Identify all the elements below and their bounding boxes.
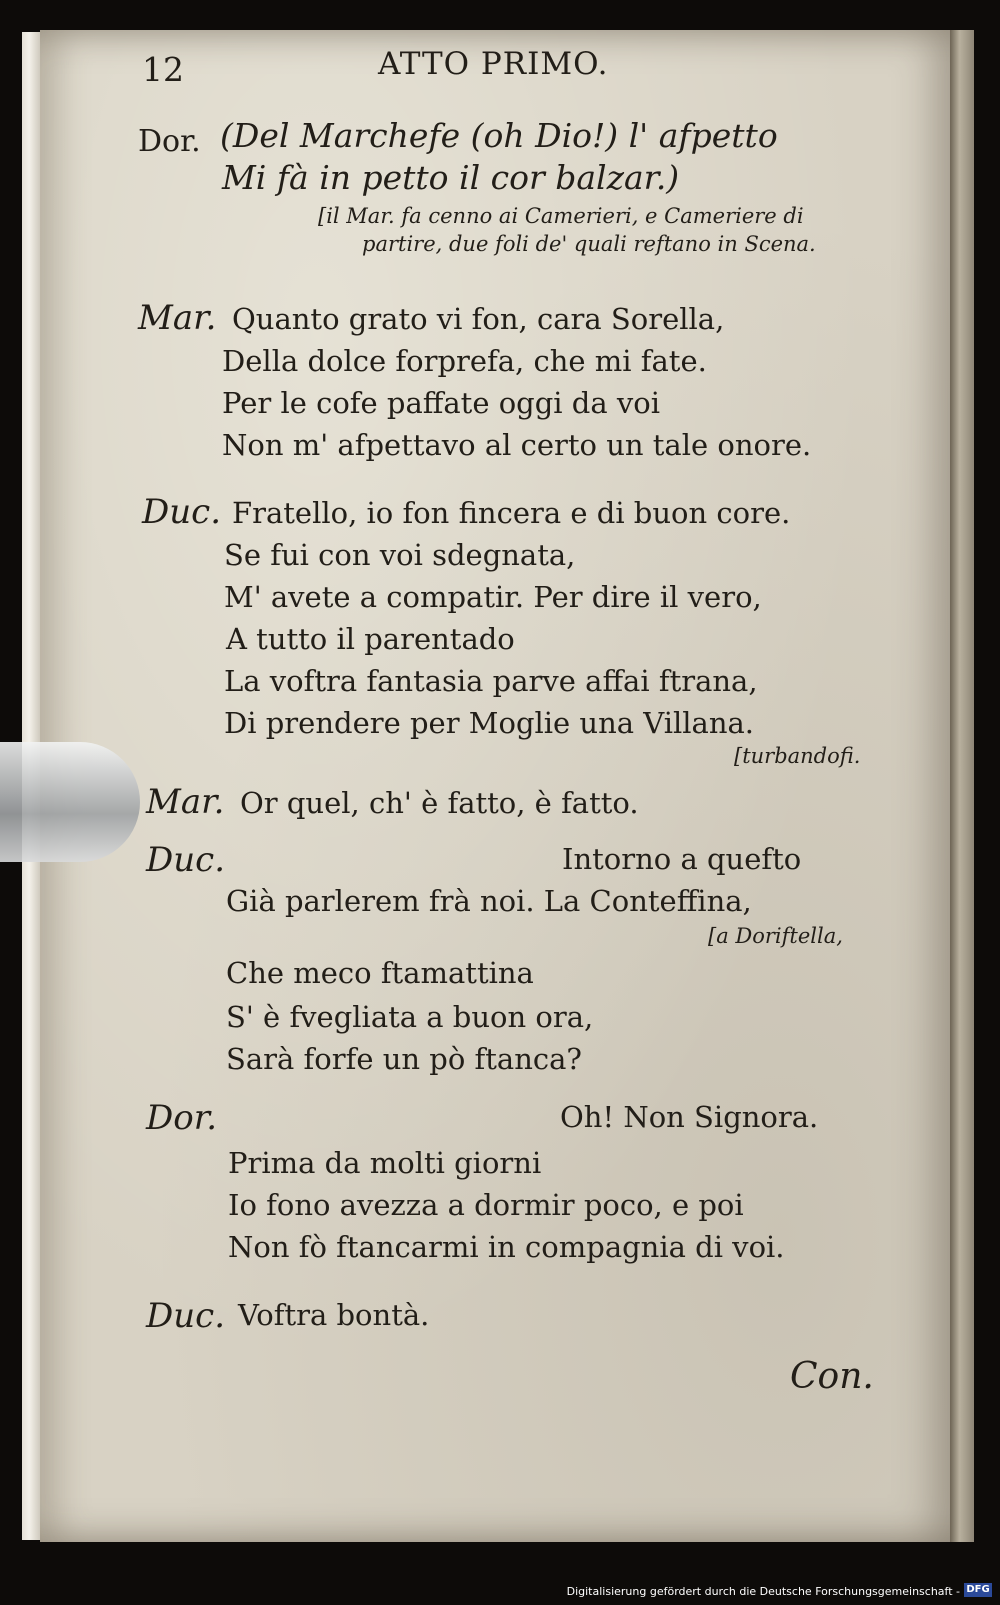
speaker-label: Duc. [142, 492, 222, 532]
running-head: ATTO PRIMO. [378, 46, 609, 82]
verse-line: Che meco ftamattina [226, 956, 534, 990]
catchword: Con. [790, 1356, 874, 1397]
verse-line: Fratello, io fon fincera e di buon core. [232, 496, 791, 530]
fore-edge [950, 30, 974, 1542]
verse-line: Sarà forfe un pò ftanca? [226, 1042, 582, 1076]
speaker-label: Dor. [138, 124, 201, 159]
verse-line: Se fui con voi sdegnata, [224, 538, 576, 572]
page-clip [0, 742, 140, 862]
stage-direction: partire, due foli de' quali reftano in Scena. [362, 232, 816, 256]
verse-line: Intorno a quefto [562, 842, 802, 876]
verse-line: Di prendere per Moglie una Villana. [224, 706, 755, 740]
speaker-label: Duc. [146, 1296, 226, 1336]
speaker-label: Duc. [146, 840, 226, 880]
verse-line: Prima da molti giorni [228, 1146, 542, 1180]
verse-line: Io fono avezza a dormir poco, e poi [228, 1188, 744, 1222]
verse-line: Voftra bontà. [238, 1298, 430, 1332]
verse-line: La voftra fantasia parve affai ftrana, [224, 664, 758, 698]
verse-line: Già parlerem frà noi. La Conteffina, [226, 884, 752, 918]
speaker-label: Dor. [146, 1098, 218, 1138]
verse-line: (Del Marchefe (oh Dio!) l' afpetto [220, 116, 778, 155]
verse-line: Non fò ftancarmi in compagnia di voi. [228, 1230, 785, 1264]
verse-line: M' avete a compatir. Per dire il vero, [224, 580, 762, 614]
verse-line: Or quel, ch' è fatto, è fatto. [240, 786, 639, 820]
verse-line: Della dolce forprefa, che mi fate. [222, 344, 707, 378]
speaker-label: Mar. [138, 298, 217, 338]
verse-line: Mi fà in petto il cor balzar.) [222, 158, 680, 197]
speaker-label: Mar. [146, 782, 225, 822]
verse-line: A tutto il parentado [226, 622, 515, 656]
dfg-logo: DFG [964, 1583, 992, 1597]
page-number: 12 [142, 50, 184, 89]
stage-direction: [turbandofi. [734, 744, 861, 768]
verse-line: Per le cofe paffate oggi da voi [222, 386, 660, 420]
verse-line: Oh! Non Signora. [560, 1100, 819, 1134]
footer-credit: Digitalisierung gefördert durch die Deutsche Forschungsgemeinschaft - [566, 1585, 960, 1598]
verse-line: S' è fvegliata a buon ora, [226, 1000, 594, 1034]
verse-line: Non m' afpettavo al certo un tale onore. [222, 428, 812, 462]
stage-direction: [a Doriftella, [708, 924, 843, 948]
stage-direction: [il Mar. fa cenno ai Camerieri, e Cameriere di [318, 204, 804, 228]
verse-line: Quanto grato vi fon, cara Sorella, [232, 302, 725, 336]
